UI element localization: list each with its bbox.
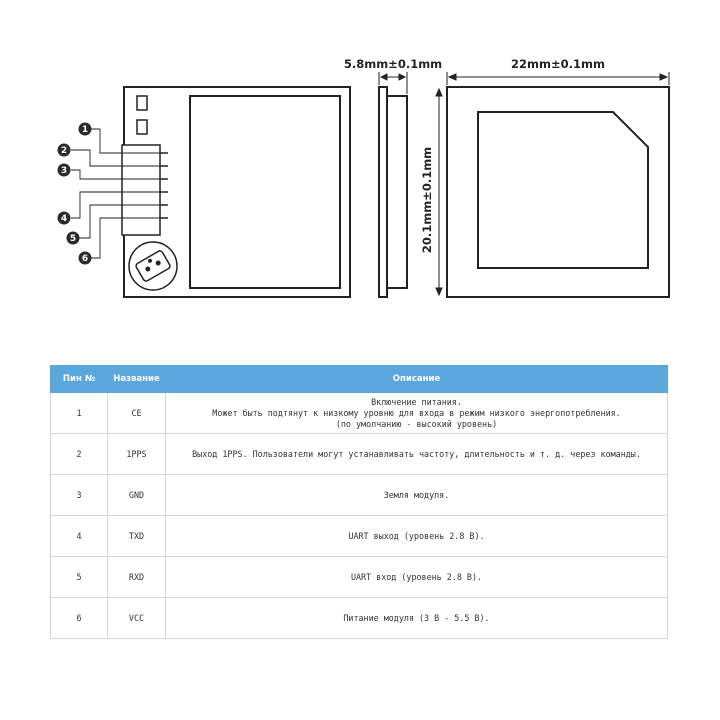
table-row xyxy=(51,516,668,557)
back-view xyxy=(447,87,669,297)
pin-marker-4 xyxy=(58,212,71,225)
table-row xyxy=(51,475,668,516)
pin-marker-1 xyxy=(79,123,92,136)
pin-description xyxy=(166,598,668,639)
description-line: (по умолчанию - высокий уровень) xyxy=(335,418,498,429)
pin-description xyxy=(166,557,668,598)
svg-text:6: 6 xyxy=(81,254,89,264)
pin-description xyxy=(166,475,668,516)
pin-description xyxy=(166,393,668,434)
width-label: 22mm±0.1mm xyxy=(511,57,605,71)
description-line: UART выход (уровень 2.8 В). xyxy=(348,530,485,541)
width-dimension xyxy=(447,72,669,85)
pin-name: RXD xyxy=(108,557,166,598)
header-description: Описание xyxy=(166,366,668,393)
pin-name: CE xyxy=(108,393,166,434)
table-row xyxy=(51,393,668,434)
description-line: Питание модуля (3 В - 5.5 В). xyxy=(343,612,490,623)
height-label: 20.1mm±0.1mm xyxy=(420,146,434,254)
description-line: Выход 1PPS. Пользователи могут устанавливать частоту, длительность и т. д. через команды. xyxy=(192,448,641,459)
height-dimension xyxy=(436,89,442,295)
module-drawing xyxy=(0,0,720,340)
pin-number: 1 xyxy=(51,393,108,434)
pin-description xyxy=(166,434,668,475)
pin-number: 4 xyxy=(51,516,108,557)
pin-description xyxy=(166,516,668,557)
header-pin: Пин № xyxy=(51,366,108,393)
table-header-row xyxy=(51,366,668,393)
svg-text:5: 5 xyxy=(69,234,77,244)
svg-text:1: 1 xyxy=(81,125,89,135)
pin-number: 5 xyxy=(51,557,108,598)
pin-number: 3 xyxy=(51,475,108,516)
table-row xyxy=(51,557,668,598)
pin-table xyxy=(50,365,668,639)
description-line: Земля модуля. xyxy=(383,489,450,500)
pin-marker-5 xyxy=(67,232,80,245)
description-line: Включение питания. xyxy=(371,396,462,407)
description-line: Может быть подтянут к низкому уровню для входа в режим низкого энергопотребления. xyxy=(212,407,621,418)
pin-name: 1PPS xyxy=(108,434,166,475)
pin-number: 2 xyxy=(51,434,108,475)
pin-marker-6 xyxy=(79,252,92,265)
description-line: UART вход (уровень 2.8 В). xyxy=(350,571,483,582)
table-row xyxy=(51,598,668,639)
side-view xyxy=(379,87,407,297)
pin-number: 6 xyxy=(51,598,108,639)
svg-text:3: 3 xyxy=(60,166,68,176)
svg-text:2: 2 xyxy=(60,146,68,156)
thickness-label: 5.8mm±0.1mm xyxy=(343,57,443,71)
pin-marker-3 xyxy=(58,164,71,177)
table-row xyxy=(51,434,668,475)
pin-marker-2 xyxy=(58,144,71,157)
pin-markers xyxy=(58,123,92,265)
pin-name: VCC xyxy=(108,598,166,639)
svg-text:4: 4 xyxy=(60,214,68,224)
header-name: Название xyxy=(108,366,166,393)
pin-name: TXD xyxy=(108,516,166,557)
pin-name: GND xyxy=(108,475,166,516)
